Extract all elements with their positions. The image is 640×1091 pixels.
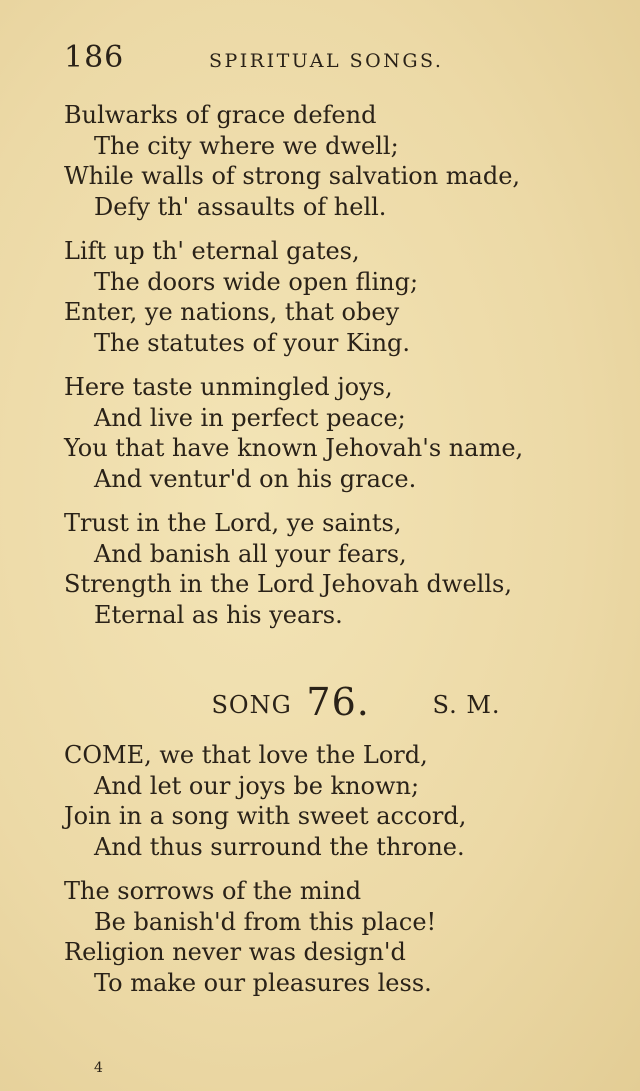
verse-line: While walls of strong salvation made, [64, 162, 521, 190]
verse-line: And ventur'd on his grace. [94, 464, 417, 493]
verse-line: Be banish'd from this place! [94, 907, 437, 936]
verse-line: Lift up th' eternal gates, [64, 237, 360, 265]
stanza [64, 508, 624, 630]
verse-line: You that have known Jehovah's name, [64, 434, 524, 462]
song-75-continuation [64, 100, 624, 630]
verse-line: And thus surround the throne. [94, 832, 465, 861]
stanza [64, 236, 624, 358]
verse-line: Enter, ye nations, that obey [64, 298, 400, 326]
stanza [64, 876, 624, 998]
song-heading [88, 678, 624, 726]
stanza [64, 372, 624, 494]
song-76 [64, 740, 624, 998]
song-number: 76. [306, 680, 370, 724]
verse-line: Join in a song with sweet accord, [64, 802, 467, 830]
verse-line: Strength in the Lord Jehovah dwells, [64, 570, 512, 598]
page-header [64, 40, 584, 80]
verse-line: The sorrows of the mind [64, 877, 362, 905]
verse-line: And let our joys be known; [94, 771, 420, 800]
verse-line: The doors wide open fling; [94, 267, 419, 296]
song-meter: S. M. [432, 691, 501, 719]
verse-line: The statutes of your King. [94, 328, 411, 357]
page-number: 186 [64, 40, 125, 75]
running-head: SPIRITUAL SONGS. [209, 50, 444, 72]
hymn-text [64, 100, 624, 998]
verse-line: To make our pleasures less. [94, 968, 432, 997]
verse-line: Defy th' assaults of hell. [94, 192, 387, 221]
verse-line: The city where we dwell; [94, 131, 399, 160]
verse-line: Bulwarks of grace defend [64, 101, 377, 129]
verse-line: And live in perfect peace; [94, 403, 406, 432]
stanza [64, 100, 624, 222]
verse-line: Here taste unmingled joys, [64, 373, 393, 401]
signature-mark: 4 [94, 1060, 103, 1076]
verse-line: And banish all your fears, [94, 539, 407, 568]
verse-line: COME, we that love the Lord, [64, 741, 428, 769]
verse-line: Trust in the Lord, ye saints, [64, 509, 402, 537]
verse-line: Religion never was design'd [64, 938, 406, 966]
verse-line: Eternal as his years. [94, 600, 343, 629]
stanza [64, 740, 624, 862]
song-label: SONG [211, 691, 292, 719]
